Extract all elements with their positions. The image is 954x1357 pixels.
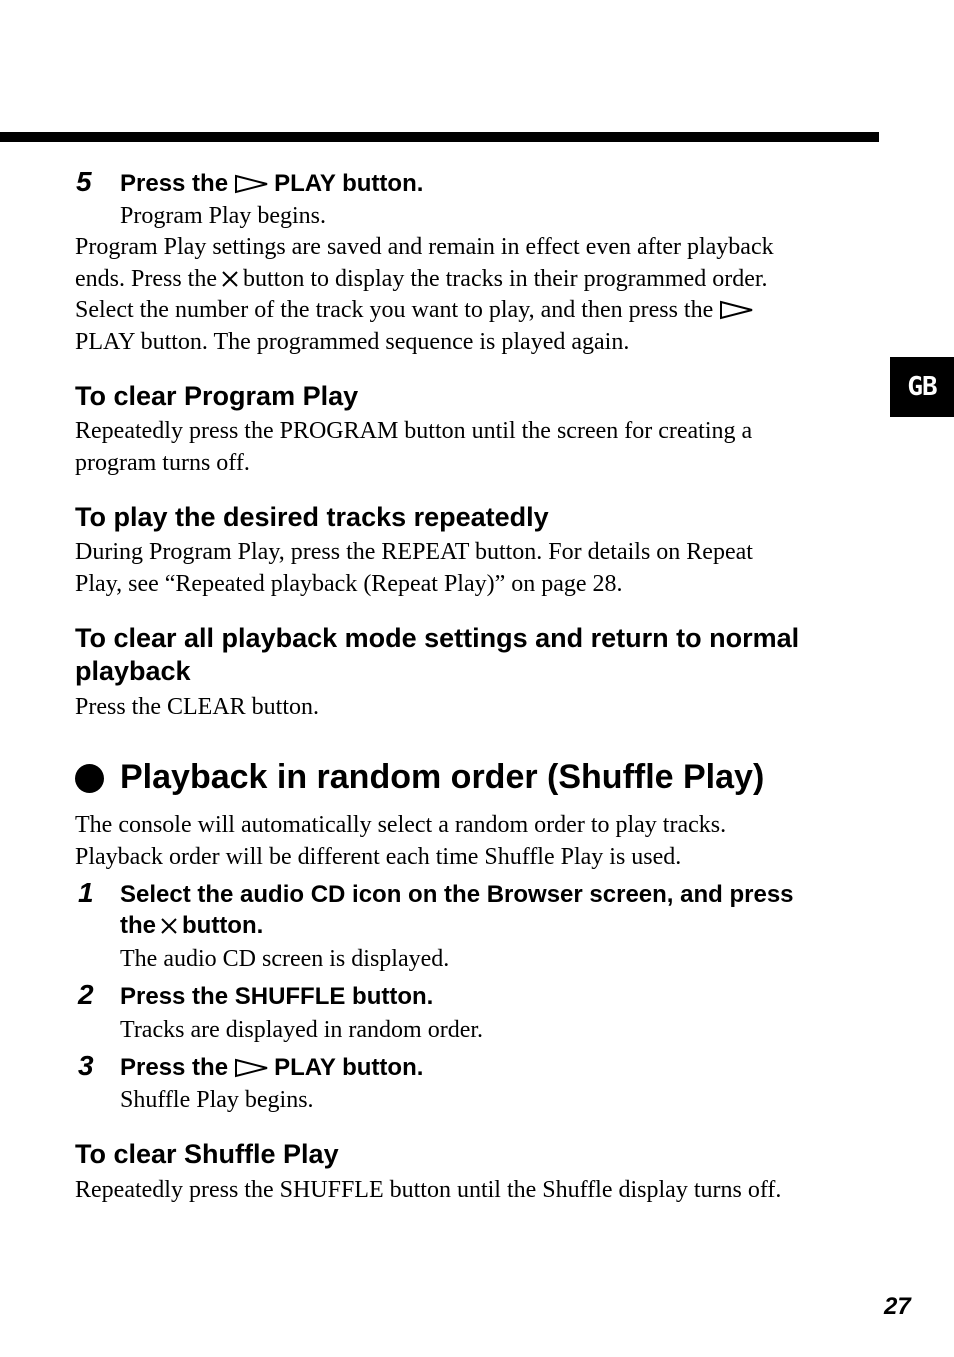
step-result: Program Play begins. bbox=[120, 203, 326, 229]
step-title bbox=[120, 912, 263, 940]
cross-icon bbox=[221, 270, 239, 288]
note-line bbox=[75, 294, 759, 326]
step-title-pre: Press the bbox=[120, 170, 229, 197]
play-icon bbox=[719, 300, 755, 320]
intro-line: Playback order will be different each time Shuffle Play is used. bbox=[75, 844, 682, 870]
section-heading: playback bbox=[75, 656, 191, 686]
body-line: Play, see “Repeated playback (Repeat Play)” on page 28. bbox=[75, 571, 623, 597]
step-title: Select the audio CD icon on the Browser screen, and press bbox=[120, 881, 794, 908]
step-number: 1 bbox=[78, 877, 94, 908]
section-heading: To clear all playback mode settings and return to normal bbox=[75, 623, 800, 653]
body-line: Repeatedly press the PROGRAM button until the screen for creating a bbox=[75, 418, 753, 444]
step-title-pre: Press the bbox=[120, 1054, 229, 1081]
step-result: The audio CD screen is displayed. bbox=[120, 946, 450, 972]
step-title-post: PLAY button. bbox=[274, 170, 424, 197]
section-heading: To clear Shuffle Play bbox=[75, 1139, 339, 1169]
step-title-pre: the bbox=[120, 912, 156, 939]
page-number: 27 bbox=[884, 1293, 911, 1320]
note-line: Program Play settings are saved and remain in effect even after playback bbox=[75, 234, 774, 260]
language-tab bbox=[890, 357, 954, 417]
note-text: ends. Press the bbox=[75, 266, 217, 292]
play-icon bbox=[234, 1058, 270, 1078]
step-title bbox=[120, 170, 423, 198]
header-rule bbox=[0, 132, 879, 142]
body-line: During Program Play, press the REPEAT button. For details on Repeat bbox=[75, 539, 753, 565]
note-text: Select the number of the track you want to play, and then press the bbox=[75, 297, 714, 323]
section-heading: To play the desired tracks repeatedly bbox=[75, 502, 549, 532]
note-line bbox=[75, 263, 768, 295]
step-title-post: button. bbox=[182, 912, 264, 939]
step-title: Press the SHUFFLE button. bbox=[120, 983, 434, 1010]
intro-line: The console will automatically select a random order to play tracks. bbox=[75, 812, 727, 838]
bullet-icon bbox=[75, 764, 104, 793]
step-number: 2 bbox=[78, 979, 94, 1010]
step-result: Tracks are displayed in random order. bbox=[120, 1017, 484, 1043]
step-title-post: PLAY button. bbox=[274, 1054, 424, 1081]
cross-icon bbox=[160, 917, 178, 935]
step-number: 3 bbox=[78, 1050, 94, 1081]
section-heading: To clear Program Play bbox=[75, 381, 359, 411]
step-title bbox=[120, 1054, 423, 1082]
note-line: PLAY button. The programmed sequence is played again. bbox=[75, 329, 630, 355]
note-text: button to display the tracks in their programmed order. bbox=[242, 266, 768, 292]
step-number: 5 bbox=[76, 166, 92, 197]
step-result: Shuffle Play begins. bbox=[120, 1087, 314, 1113]
body-line: Press the CLEAR button. bbox=[75, 694, 319, 720]
play-icon bbox=[234, 174, 270, 194]
language-tab-label: GB bbox=[907, 372, 937, 402]
section-title: Playback in random order (Shuffle Play) bbox=[120, 758, 765, 796]
body-line: Repeatedly press the SHUFFLE button until the Shuffle display turns off. bbox=[75, 1177, 782, 1203]
body-line: program turns off. bbox=[75, 450, 250, 476]
